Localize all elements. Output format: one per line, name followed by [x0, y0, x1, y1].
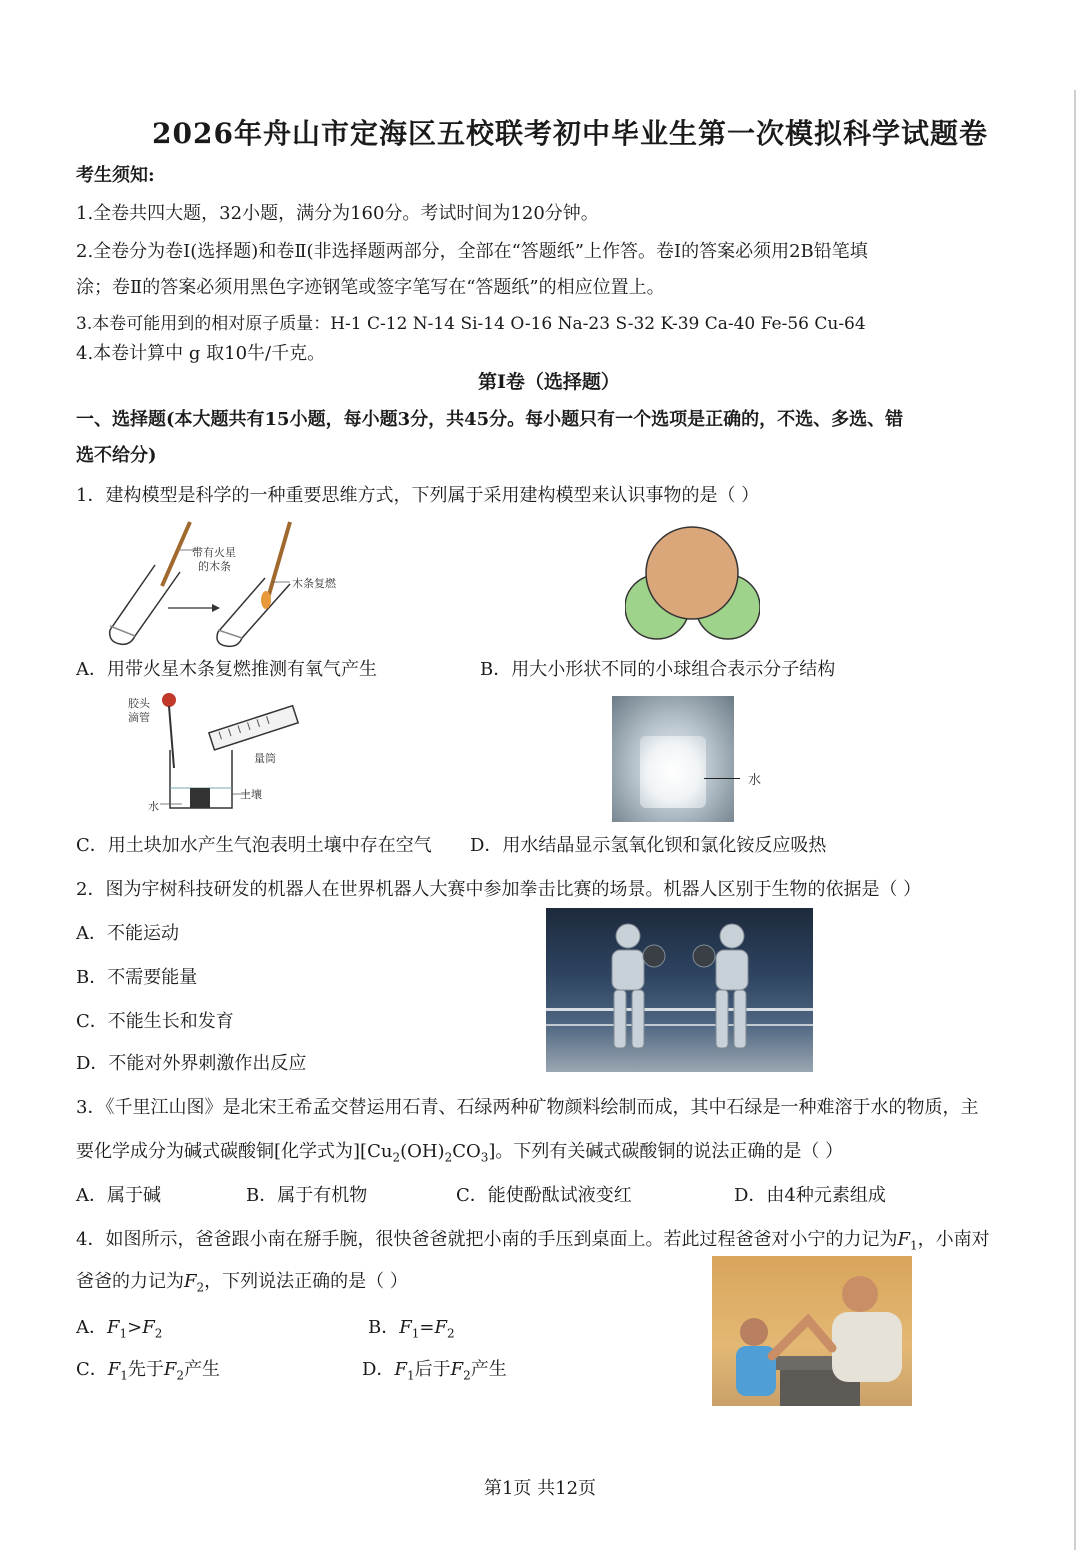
q3-stem-line-1: 3．《千里江山图》是北宋王希孟交替运用石青、石绿两种矿物颜料绘制而成，其中石绿是一种难溶于水的物质，主 — [76, 1097, 979, 1118]
q3-option-a: A．属于碱 — [76, 1185, 161, 1206]
q4-stem-line-1: 4．如图所示，爸爸跟小南在掰手腕，很快爸爸就把小南的手压到桌面上。若此过程爸爸对小宁的力记为$F_1$，小南对 — [76, 1229, 990, 1253]
q4-option-b: B．$F_1=F_2$ — [368, 1317, 455, 1341]
notice-heading: 考生须知: — [76, 165, 155, 186]
q4-stem-line-2: 爸爸的力记为$F_2$，下列说法正确的是（ ） — [76, 1271, 408, 1295]
q1-fig-c-label-cylinder: 量筒 — [254, 752, 276, 765]
notice-line-1: 1.全卷共四大题，32小题，满分为160分。考试时间为120分钟。 — [76, 203, 599, 224]
q1-fig-d-label-water: 水 — [748, 773, 762, 788]
q2-robot-boxing-photo — [546, 908, 813, 1072]
q1-option-b: B．用大小形状不同的小球组合表示分子结构 — [480, 659, 836, 680]
page-number: 第1页 共12页 — [483, 1478, 597, 1499]
q1-fig-a-label-1: 带有火星 — [192, 546, 236, 559]
q1-fig-a-label-2: 的木条 — [198, 560, 231, 573]
q4-option-c: C．$F_1$先于$F_2$产生 — [76, 1359, 221, 1383]
notice-line-5: 4.本卷计算中 g 取10牛/千克。 — [76, 343, 326, 364]
q4-option-a: A．$F_1>F_2$ — [76, 1317, 163, 1341]
q2-option-a: A．不能运动 — [76, 923, 179, 944]
q2-option-b: B．不需要能量 — [76, 967, 198, 988]
section-intro-1: 一、选择题(本大题共有15小题，每小题3分，共45分。每小题只有一个选项是正确的，不选、多选、错 — [76, 409, 904, 430]
q1-fig-c-label-dropper-1: 胶头 — [128, 697, 150, 710]
notice-line-2: 2.全卷分为卷Ⅰ(选择题)和卷Ⅱ(非选择题两部分，全部在“答题纸”上作答。卷Ⅰ的答案必须用2B铅笔填 — [76, 241, 868, 262]
q1-option-d: D．用水结晶显示氢氧化钡和氯化铵反应吸热 — [470, 835, 827, 856]
q3-option-b: B．属于有机物 — [246, 1185, 368, 1206]
q4-arm-wrestling-photo — [712, 1256, 912, 1406]
q4-option-d: D．$F_1$后于$F_2$产生 — [362, 1359, 507, 1383]
q1-figure-b-molecule — [625, 525, 760, 650]
q1-fig-c-label-dropper-2: 滴管 — [128, 711, 150, 724]
q3-option-c: C．能使酚酞试液变红 — [456, 1185, 632, 1206]
q1-stem: 1．建构模型是科学的一种重要思维方式，下列属于采用建构模型来认识事物的是（ ） — [76, 485, 760, 506]
section-intro-2: 选不给分) — [76, 445, 157, 466]
q1-option-a: A．用带火星木条复燃推测有氧气产生 — [76, 659, 377, 680]
q3-option-d: D．由4种元素组成 — [734, 1185, 886, 1206]
q1-fig-c-label-soil: 土壤 — [240, 788, 262, 801]
q2-option-c: C．不能生长和发育 — [76, 1011, 234, 1032]
section-title: 第Ⅰ卷（选择题） — [478, 371, 620, 393]
q3-stem-line-2: 要化学成分为碱式碳酸铜[化学式为]$[Cu_2(OH)_2CO_3]$。下列有关碱式碳酸铜的说法正确的是（ ） — [76, 1141, 844, 1165]
q2-stem: 2．图为宇树科技研发的机器人在世界机器人大赛中参加拳击比赛的场景。机器人区别于生物的依据是（ ） — [76, 879, 922, 900]
q1-fig-c-label-water: 水 — [148, 800, 159, 813]
q2-option-d: D．不能对外界刺激作出反应 — [76, 1053, 307, 1074]
q1-figure-d-photo — [612, 696, 734, 822]
notice-line-3: 涂；卷Ⅱ的答案必须用黑色字迹钢笔或签字笔写在“答题纸”的相应位置上。 — [76, 277, 665, 298]
notice-line-4: 3.本卷可能用到的相对原子质量：H-1 C-12 N-14 Si-14 O-16 Na-23 S-32 K-39 Ca-40 Fe-56 Cu-64 — [76, 314, 866, 334]
q1-fig-a-label-3: 木条复燃 — [292, 577, 336, 590]
q1-option-c: C．用土块加水产生气泡表明土壤中存在空气 — [76, 835, 432, 856]
q1-figure-c-beaker — [140, 690, 310, 820]
exam-title: 2026年舟山市定海区五校联考初中毕业生第一次模拟科学试题卷 — [152, 117, 988, 150]
page-edge-shadow — [1074, 90, 1076, 1550]
